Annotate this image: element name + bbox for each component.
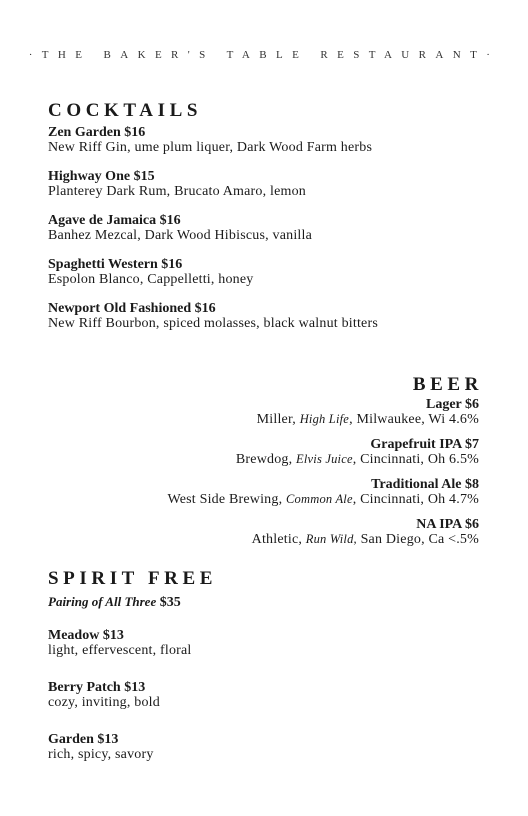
beer-item	[167, 477, 479, 507]
brewery: Brewdog,	[235, 452, 293, 467]
spirit-free-name: Garden $13	[48, 732, 119, 747]
beer-details: , Cincinnati, Oh 4.7%	[352, 492, 479, 507]
beer-item	[252, 517, 479, 547]
cocktail-item	[48, 213, 312, 243]
beer-name: Lager $6	[425, 397, 479, 412]
beer-title: BEER	[412, 374, 483, 395]
cocktail-desc: Planterey Dark Rum, Brucato Amaro, lemon	[48, 184, 306, 199]
beer-details: , Milwaukee, Wi 4.6%	[349, 412, 479, 427]
beer-desc	[252, 532, 479, 547]
cocktail-name: Spaghetti Western $16	[48, 257, 183, 272]
spirit-free-item	[48, 628, 192, 658]
beer-details: San Diego, Ca <.5%	[356, 532, 479, 547]
spirit-free-name: Meadow $13	[48, 628, 124, 643]
beer-desc	[167, 492, 479, 507]
cocktail-desc: Banhez Mezcal, Dark Wood Hibiscus, vanilla	[48, 228, 312, 243]
cocktail-name: Highway One $15	[48, 169, 155, 184]
spirit-free-item	[48, 732, 154, 762]
brewery: West Side Brewing,	[167, 492, 283, 507]
beer-item	[257, 397, 479, 427]
brewery: Miller,	[256, 412, 296, 427]
beer-label: Run Wild,	[305, 532, 357, 546]
cocktail-item	[48, 125, 372, 155]
pairing-price: $35	[159, 595, 181, 610]
cocktail-item	[48, 169, 306, 199]
cocktail-desc: New Riff Gin, ume plum liquer, Dark Wood Farm herbs	[48, 140, 373, 155]
cocktail-desc: New Riff Bourbon, spiced molasses, black walnut bitters	[48, 316, 378, 331]
restaurant-name: ·THE BAKER'S TABLE RESTAURANT·	[28, 49, 500, 61]
beer-label: High Life	[299, 412, 350, 426]
spirit-free-desc: rich, spicy, savory	[48, 747, 154, 762]
beer-name: Traditional Ale $8	[371, 477, 479, 492]
beer-name: Grapefruit IPA $7	[370, 437, 479, 452]
spirit-free-item	[48, 680, 160, 710]
beer-desc	[236, 452, 479, 467]
beer-label: Common Ale	[286, 492, 353, 506]
cocktail-item	[48, 257, 254, 287]
beer-label: Elvis Juice	[296, 452, 353, 466]
spirit-free-name: Berry Patch $13	[48, 680, 146, 695]
pairing-label: Pairing of All Three	[48, 594, 157, 609]
cocktail-name: Newport Old Fashioned $16	[48, 301, 216, 316]
cocktail-item	[48, 301, 378, 331]
spirit-free-desc: cozy, inviting, bold	[48, 695, 160, 710]
cocktail-name: Agave de Jamaica $16	[48, 213, 181, 228]
cocktail-name: Zen Garden $16	[48, 125, 146, 140]
brewery: Athletic,	[251, 532, 303, 547]
cocktail-desc: Espolon Blanco, Cappelletti, honey	[48, 272, 254, 287]
pairing-offer	[48, 594, 181, 611]
beer-details: , Cincinnati, Oh 6.5%	[352, 452, 479, 467]
spirit-free-desc: light, effervescent, floral	[48, 643, 192, 658]
beer-desc	[257, 412, 479, 427]
beer-name: NA IPA $6	[416, 517, 479, 532]
cocktails-title: COCKTAILS	[48, 100, 203, 121]
spirit-free-title: SPIRIT FREE	[48, 568, 218, 589]
beer-item	[236, 437, 479, 467]
